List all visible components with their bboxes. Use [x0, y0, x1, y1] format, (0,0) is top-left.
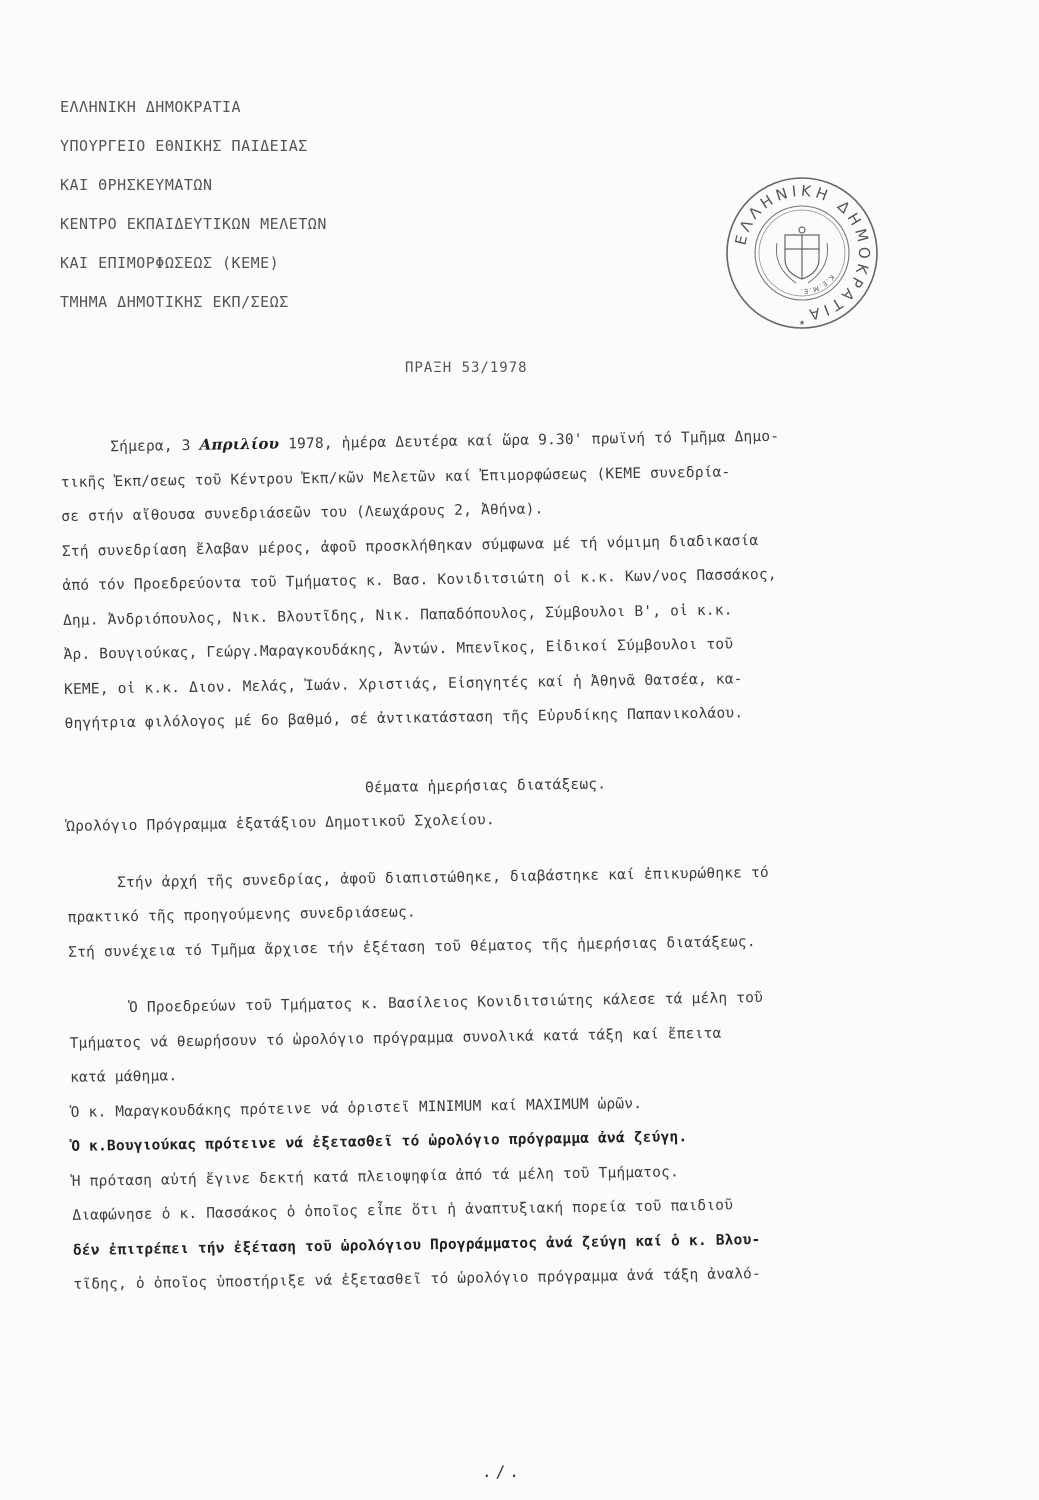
agenda-item: Ὡρολόγιο Πρόγραμμα ἑξατάξιου Δημοτικοῦ Σχολείου.: [66, 812, 495, 835]
paragraph-dissent-line-2: δέν ἐπιτρέπει τήν ἐξέταση τοῦ ὡρολόγιου Προγράμματος ἀνά ζεύγη καί ὁ κ. Βλου-: [72, 1231, 761, 1259]
paragraph-dissent-line-3: τῖδης, ὁ ὁποῖος ὑποστήριξε νά ἐξετασθεῖ τό ὡρολόγιο πρόγραμμα ἀνά τάξη ἀναλό-: [73, 1266, 762, 1293]
paragraph-proposal-2: Ὁ κ.Βουγιούκας πρότεινε νά ἐξετασθεῖ τό ὡρολόγιο πρόγραμμα ἀνά ζεύγη.: [71, 1129, 688, 1155]
letterhead-line-5: ΚΑΙ ΕΠΙΜΟΡΦΩΣΕΩΣ (ΚΕΜΕ): [60, 254, 280, 272]
letterhead: [60, 88, 327, 322]
handwritten-month: Απριλίου: [199, 434, 280, 454]
paragraph-chair-line-1: Ὁ Προεδρεύων τοῦ Τμήματος κ. Βασίλειος Κονιδιτσιώτης κάλεσε τά μέλη τοῦ: [128, 990, 764, 1016]
letterhead-line-2: ΥΠΟΥΡΓΕΙΟ ΕΘΝΙΚΗΣ ΠΑΙΔΕΙΑΣ: [60, 137, 308, 155]
letterhead-line-1: ΕΛΛΗΝΙΚΗ ΔΗΜΟΚΡΑΤΙΑ: [60, 98, 242, 116]
agenda-heading: Θέματα ἡμερήσιας διατάξεως.: [364, 775, 607, 796]
svg-text:Κ.Ε.Μ.Ε.: Κ.Ε.Μ.Ε.: [799, 272, 836, 296]
official-seal-stamp: [722, 158, 882, 378]
act-title: ΠΡΑΞΗ 53/1978: [405, 360, 528, 376]
paragraph-start-line-1: Στήν ἀρχή τῆς συνεδρίας, ἀφοῦ διαπιστώθηκε, διαβάστηκε καί ἐπικυρώθηκε τό: [116, 864, 770, 891]
letterhead-line-6: ΤΜΗΜΑ ΔΗΜΟΤΙΚΗΣ ΕΚΠ/ΣΕΩΣ: [60, 293, 289, 311]
paragraph-attendance-line-3: Δημ. Ἀνδριόπουλος, Νικ. Βλουτῖδης, Νικ. Παπαδόπουλος, Σύμβουλοι Β', οἱ κ.κ.: [62, 601, 733, 629]
letterhead-line-4: ΚΕΝΤΡΟ ΕΚΠΑΙΔΕΥΤΙΚΩΝ ΜΕΛΕΤΩΝ: [60, 215, 327, 233]
paragraph-dissent-line-1: Διαφώνησε ὁ κ. Πασσάκος ὁ ὁποῖος εἶπε ὅτι ἡ ἀναπτυξιακή πορεία τοῦ παιδιοῦ: [72, 1197, 734, 1224]
svg-text:ΕΛΛΗΝΙΚΗ ΔΗΜΟΚΡΑΤΙΑ: ΕΛΛΗΝΙΚΗ ΔΗΜΟΚΡΑΤΙΑ: [731, 181, 874, 325]
paragraph-attendance-line-6: θηγήτρια φιλόλογος μέ 6ο βαθμό, σέ ἀντικατάσταση τῆς Εὐρυδίκης Παπανικολάου.: [64, 705, 744, 732]
paragraph-chair-line-3: κατά μάθημα.: [70, 1068, 178, 1086]
paragraph-opening-line-1: Σήμερα, 3 Απριλίου 1978, ἡμέρα Δευτέρα καί ὥρα 9.30' πρωϊνή τό Τμῆμα Δημο-: [110, 428, 780, 456]
paragraph-vote: Ἡ πρόταση αὐτή ἔγινε δεκτή κατά πλειοψηφία ἀπό τά μέλη τοῦ Τμήματος.: [71, 1163, 680, 1190]
letterhead-line-3: ΚΑΙ ΘΡΗΣΚΕΥΜΑΤΩΝ: [60, 176, 213, 194]
paragraph-start-line-3: Στή συνέχεια τό Τμῆμα ἄρχισε τήν ἐξέταση τοῦ θέματος τῆς ἡμερήσιας διατάξεως.: [68, 933, 756, 961]
paragraph-chair-line-2: Τμήματος νά θεωρήσουν τό ὡρολόγιο πρόγραμμα συνολικά κατά τάξη καί ἔπειτα: [69, 1025, 722, 1052]
paragraph-start-line-2: πρακτικό τῆς προηγούμενης συνεδριάσεως.: [67, 904, 417, 926]
svg-text:★: ★: [798, 317, 806, 328]
minutes-body: [60, 416, 974, 1303]
paragraph-attendance-line-4: Ἀρ. Βουγιούκας, Γεώργ.Μαραγκουδάκης, Ἀντών. Μπενῖκος, Εἰδικοί Σύμβουλοι τοῦ: [63, 636, 734, 663]
paragraph-attendance-line-5: ΚΕΜΕ, οἱ κ.κ. Διον. Μελάς, Ἰωάν. Χριστιάς, Εἰσηγητές καί ἡ Ἀθηνᾶ Θατσέα, κα-: [63, 670, 743, 698]
paragraph-opening-line-2: τικῆς Ἐκπ/σεως τοῦ Κέντρου Ἐκπ/κῶν Μελετῶν καί Ἐπιμορφώσεως (ΚΕΜΕ συνεδρία-: [60, 463, 731, 491]
paragraph-opening-line-3: σε στήν αἴθουσα συνεδριάσεῶν του (Λεωχάρους 2, Ἀθήνα).: [61, 501, 544, 525]
paragraph-proposal-1: Ὁ κ. Μαραγκουδάκης πρότεινε νά ὁριστεῖ MINIMUM καί MAXIMUM ὡρῶν.: [70, 1095, 643, 1121]
paragraph-attendance-line-2: ἀπό τόν Προεδρεύοντα τοῦ Τμήματος κ. Βασ. Κονιδιτσιώτη οἱ κ.κ. Κων/νος Πασσάκος,: [62, 566, 777, 594]
paragraph-attendance-line-1: Στή συνεδρίαση ἔλαβαν μέρος, ἀφοῦ προσκλήθηκαν σύμφωνα μέ τή νόμιμη διαδικασία: [61, 532, 759, 560]
continuation-mark: ./.: [482, 1462, 523, 1481]
